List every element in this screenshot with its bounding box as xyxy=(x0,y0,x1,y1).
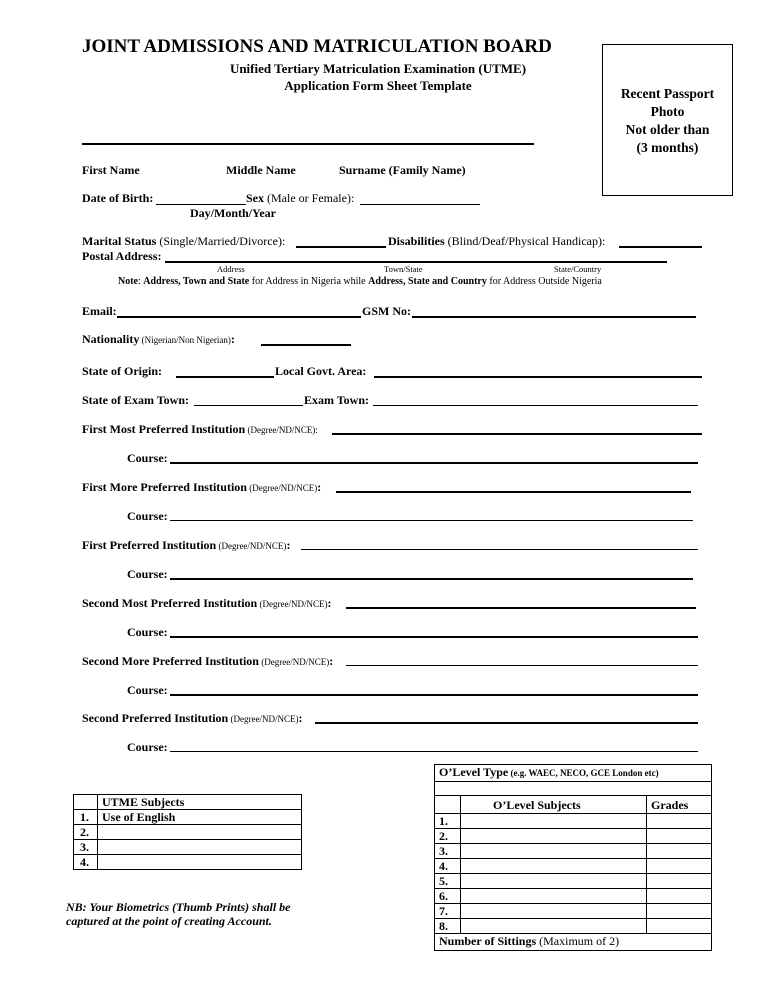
table-row xyxy=(435,765,712,782)
institution-1-label: First Most Preferred Institution xyxy=(82,422,246,436)
table-row xyxy=(435,889,712,904)
olevel-grade-cell[interactable] xyxy=(647,889,712,904)
sex-field[interactable] xyxy=(360,204,480,205)
email-label: Email: xyxy=(82,304,117,318)
course-4-label: Course: xyxy=(127,625,168,639)
sex-hint: (Male or Female): xyxy=(264,191,355,205)
olevel-subject-cell[interactable] xyxy=(461,829,647,844)
utme-subjects-table xyxy=(73,794,302,870)
dob-format-hint: Day/Month/Year xyxy=(190,206,276,220)
institution-2-field[interactable] xyxy=(336,491,691,493)
table-row xyxy=(435,814,712,829)
olevel-grade-cell[interactable] xyxy=(647,844,712,859)
postal-address-field[interactable] xyxy=(165,261,667,263)
olevel-row-num: 2. xyxy=(435,829,461,844)
course-1-field[interactable] xyxy=(170,462,698,464)
sittings-cell[interactable] xyxy=(435,934,712,951)
lga-field[interactable] xyxy=(374,376,702,378)
table-row xyxy=(435,934,712,951)
marital-status-field[interactable] xyxy=(296,246,386,248)
course-1-label: Course: xyxy=(127,451,168,465)
olevel-grade-cell[interactable] xyxy=(647,859,712,874)
utme-subject-cell[interactable]: Use of English xyxy=(98,810,302,825)
utme-header-cell: UTME Subjects xyxy=(98,795,302,810)
form-subtitle: Unified Tertiary Matriculation Examination (UTME) xyxy=(229,61,527,76)
utme-row-num: 4. xyxy=(74,855,98,870)
email-field[interactable] xyxy=(117,316,361,318)
olevel-subject-cell[interactable] xyxy=(461,889,647,904)
first-name-label: First Name xyxy=(82,163,140,177)
table-row xyxy=(74,855,302,870)
table-row xyxy=(74,825,302,840)
state-country-sub-label: State/Country xyxy=(554,264,602,274)
course-2-label: Course: xyxy=(127,509,168,523)
table-row xyxy=(435,904,712,919)
marital-status-label: Marital Status xyxy=(82,234,157,248)
table-row xyxy=(435,919,712,934)
institution-1-hint: (Degree/ND/NCE): xyxy=(245,425,318,435)
postal-address-note: Note: Address, Town and State for Address in Nigeria while Address, State and Country for Address Outside Nigeria xyxy=(118,276,602,287)
olevel-row-num: 8. xyxy=(435,919,461,934)
course-5-field[interactable] xyxy=(170,694,698,696)
course-6-label: Course: xyxy=(127,740,168,754)
institution-6-hint: (Degree/ND/NCE) xyxy=(228,714,299,724)
disabilities-hint: (Blind/Deaf/Physical Handicap): xyxy=(444,234,606,248)
utme-subject-cell[interactable] xyxy=(98,840,302,855)
full-name-field[interactable] xyxy=(82,143,534,145)
table-row xyxy=(435,782,712,796)
olevel-subject-cell[interactable] xyxy=(461,874,647,889)
olevel-subject-cell[interactable] xyxy=(461,904,647,919)
disabilities-field[interactable] xyxy=(619,246,702,248)
olevel-grade-cell[interactable] xyxy=(647,904,712,919)
photo-label-line4: (3 months) xyxy=(636,140,699,155)
exam-town-field[interactable] xyxy=(373,405,698,406)
dob-field[interactable] xyxy=(156,204,246,205)
utme-row-num: 3. xyxy=(74,840,98,855)
biometrics-note: NB: Your Biometrics (Thumb Prints) shall be captured at the point of creating Account. xyxy=(66,900,291,928)
olevel-row-num: 7. xyxy=(435,904,461,919)
lga-label: Local Govt. Area: xyxy=(275,364,367,378)
middle-name-label: Middle Name xyxy=(226,163,296,177)
institution-5-field[interactable] xyxy=(346,665,698,666)
olevel-row-num: 5. xyxy=(435,874,461,889)
passport-photo-box[interactable] xyxy=(602,44,733,196)
nationality-hint: (Nigerian/Non Nigerian) xyxy=(139,335,231,345)
course-2-field[interactable] xyxy=(170,520,693,521)
olevel-row-num: 4. xyxy=(435,859,461,874)
nationality-field[interactable] xyxy=(261,344,351,346)
table-row xyxy=(435,796,712,814)
olevel-table xyxy=(434,764,712,951)
institution-3-hint: (Degree/ND/NCE) xyxy=(216,541,287,551)
utme-subject-cell[interactable] xyxy=(98,825,302,840)
institution-2-hint: (Degree/ND/NCE) xyxy=(246,483,318,493)
sittings-label: Number of Sittings xyxy=(439,934,537,948)
institution-5-hint: (Degree/ND/NCE) xyxy=(258,657,330,667)
olevel-subject-cell[interactable] xyxy=(461,859,647,874)
photo-label-line1: Recent Passport xyxy=(620,86,715,101)
address-sub-label: Address xyxy=(217,264,245,274)
olevel-grade-cell[interactable] xyxy=(647,814,712,829)
olevel-grades-header: Grades xyxy=(647,796,712,814)
table-row xyxy=(74,840,302,855)
institution-6-field[interactable] xyxy=(315,722,698,724)
table-row xyxy=(74,810,302,825)
olevel-row-num: 6. xyxy=(435,889,461,904)
institution-6-label: Second Preferred Institution xyxy=(82,711,229,725)
table-row xyxy=(435,859,712,874)
nationality-label: Nationality xyxy=(82,332,140,346)
state-of-origin-label: State of Origin: xyxy=(82,364,162,378)
institution-2-label: First More Preferred Institution xyxy=(82,480,247,494)
institution-4-hint: (Degree/ND/NCE) xyxy=(257,599,328,609)
olevel-grade-cell[interactable] xyxy=(647,874,712,889)
sittings-hint: (Maximum of 2) xyxy=(536,934,620,948)
olevel-grade-cell[interactable] xyxy=(647,919,712,934)
town-state-sub-label: Town/State xyxy=(384,264,423,274)
gsm-label: GSM No: xyxy=(362,304,411,318)
exam-town-label: Exam Town: xyxy=(304,393,370,407)
course-3-label: Course: xyxy=(127,567,168,581)
photo-label-line3: Not older than xyxy=(625,122,710,137)
utme-row-num: 1. xyxy=(74,810,98,825)
gsm-field[interactable] xyxy=(412,316,696,318)
sex-label: Sex xyxy=(246,191,264,205)
institution-4-field[interactable] xyxy=(346,607,696,609)
institution-3-field[interactable] xyxy=(301,549,698,550)
table-row xyxy=(74,795,302,810)
utme-row-num: 2. xyxy=(74,825,98,840)
olevel-type-label: O’Level Type xyxy=(439,765,509,779)
exam-state-field[interactable] xyxy=(194,405,303,406)
postal-address-label: Postal Address: xyxy=(82,249,162,263)
institution-1-field[interactable] xyxy=(332,433,702,435)
course-4-field[interactable] xyxy=(170,636,698,638)
disabilities-label: Disabilities xyxy=(388,234,445,248)
form-title: JOINT ADMISSIONS AND MATRICULATION BOARD xyxy=(82,36,552,57)
photo-label-line2: Photo xyxy=(650,104,685,119)
utme-header-num-cell xyxy=(74,795,98,810)
olevel-row-num: 1. xyxy=(435,814,461,829)
institution-4-label: Second Most Preferred Institution xyxy=(82,596,258,610)
table-row xyxy=(435,829,712,844)
olevel-subject-cell[interactable] xyxy=(461,919,647,934)
surname-label: Surname (Family Name) xyxy=(339,163,466,177)
olevel-type-hint: (e.g. WAEC, NECO, GCE London etc) xyxy=(508,768,659,778)
institution-3-label: First Preferred Institution xyxy=(82,538,217,552)
institution-5-label: Second More Preferred Institution xyxy=(82,654,259,668)
table-row xyxy=(435,874,712,889)
olevel-subjects-header: O’Level Subjects xyxy=(461,796,647,814)
exam-state-label: State of Exam Town: xyxy=(82,393,190,407)
olevel-grade-cell[interactable] xyxy=(647,829,712,844)
olevel-subject-cell[interactable] xyxy=(461,814,647,829)
course-6-field[interactable] xyxy=(170,751,698,752)
utme-subject-cell[interactable] xyxy=(98,855,302,870)
olevel-type-cell[interactable] xyxy=(435,765,712,782)
olevel-row-num: 3. xyxy=(435,844,461,859)
marital-status-hint: (Single/Married/Divorce): xyxy=(156,234,286,248)
dob-label: Date of Birth: xyxy=(82,191,154,205)
olevel-subject-cell[interactable] xyxy=(461,844,647,859)
course-3-field[interactable] xyxy=(170,578,693,580)
form-template-name: Application Form Sheet Template xyxy=(284,78,472,93)
table-row xyxy=(435,844,712,859)
course-5-label: Course: xyxy=(127,683,168,697)
state-of-origin-field[interactable] xyxy=(176,376,274,378)
